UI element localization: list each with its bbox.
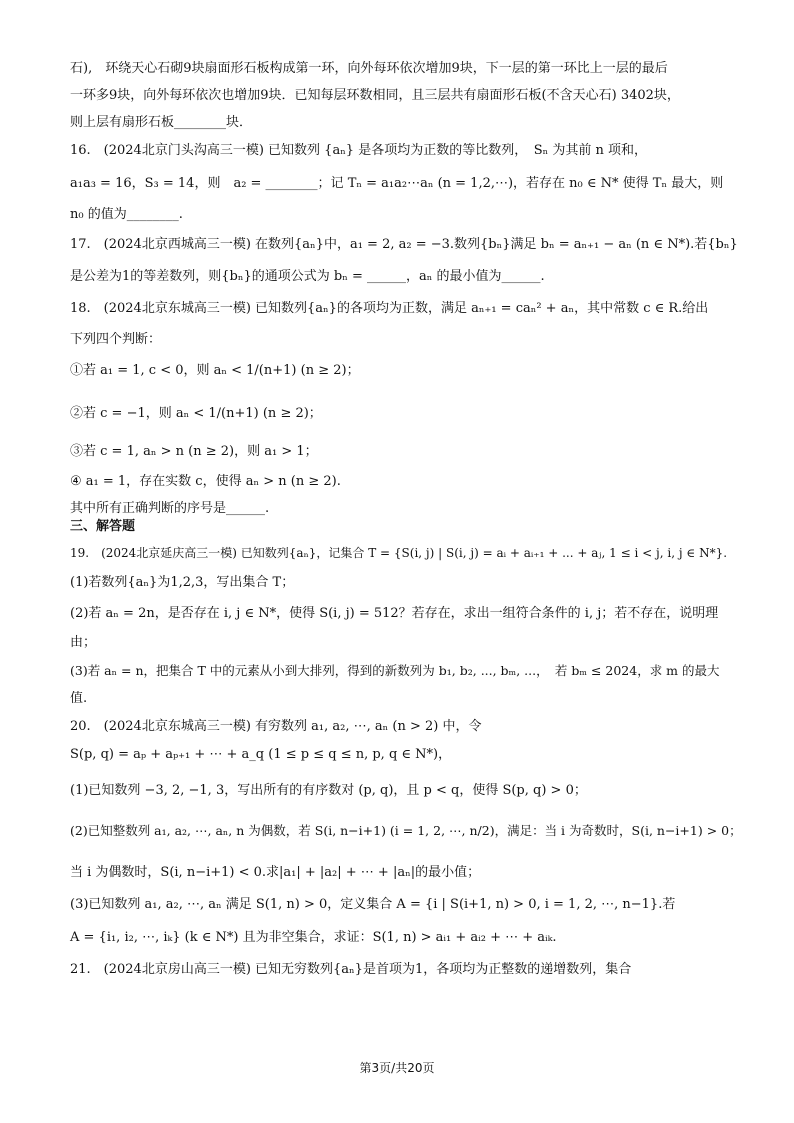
problem-18-option-2: ②若 c = −1，则 aₙ < 1/(n+1) (n ≥ 2)； (70, 406, 322, 421)
problem-20-part-2-line-1: (2)已知整数列 a₁, a₂, ⋯, aₙ, n 为偶数，若 S(i, n−i+1) (i = 1, 2, ⋯, n/2)，满足：当 i 为奇数时，S(i, n−i+1) > 0； (70, 823, 742, 838)
section-heading: 三、解答题 (70, 519, 136, 534)
problem-20-formula: S(p, q) = aₚ + aₚ₊₁ + ⋯ + a_q (1 ≤ p ≤ q ≤ n, p, q ∈ N*)， (70, 747, 452, 762)
problem-18-line-1: 18. (2024北京东城高三一模) 已知数列{aₙ}的各项均为正数，满足 aₙ₊₁ = caₙ² + aₙ，其中常数 c ∈ R.给出 (70, 301, 709, 316)
problem-19-part-3-line-2: 值. (70, 691, 88, 706)
problem-18-line-2: 下列四个判断： (70, 332, 162, 347)
problem-17-line-2: 是公差为1的等差数列，则{bₙ}的通项公式为 bₙ = ______，aₙ 的最小值为______. (70, 269, 545, 284)
problem-15-text-line-2: 一环多9块，向外每环依次也增加9块．已知每层环数相同，且三层共有扇面形石板(不含天心石) 3402块， (70, 88, 680, 103)
problem-19-part-2-line-2: 由； (70, 635, 97, 650)
problem-19-part-3-line-1: (3)若 aₙ = n，把集合 T 中的元素从小到大排列，得到的新数列为 b₁, b₂, ..., bₘ, ...， 若 bₘ ≤ 2024，求 m 的最大 (70, 663, 720, 678)
problem-20-part-3-line-1: (3)已知数列 a₁, a₂, ⋯, aₙ 满足 S(1, n) > 0，定义集合 A = {i | S(i+1, n) > 0, i = 1, 2, ⋯, n−1}.若 (70, 897, 676, 912)
problem-20-part-2-line-2: 当 i 为偶数时，S(i, n−i+1) < 0.求|a₁| + |a₂| + ⋯ + |aₙ|的最小值； (70, 865, 481, 880)
problem-20-part-3-line-2: A = {i₁, i₂, ⋯, iₖ} (k ∈ N*) 且为非空集合，求证：S(1, n) > aᵢ₁ + aᵢ₂ + ⋯ + aᵢₖ. (70, 930, 557, 945)
problem-21-line-1: 21. (2024北京房山高三一模) 已知无穷数列{aₙ}是首项为1，各项均为正整数的递增数列，集合 (70, 962, 632, 977)
problem-16-line-3: n₀ 的值为________. (70, 207, 183, 222)
problem-18-answer-line: 其中所有正确判断的序号是______. (70, 501, 270, 516)
page-footer: 第3页/共20页 (359, 1061, 435, 1075)
problem-15-text-line-1: 石), 环绕天心石砌9块扇面形石板构成第一环，向外每环依次增加9块，下一层的第一环比上一层的最后 (70, 61, 668, 76)
problem-18-option-3: ③若 c = 1, aₙ > n (n ≥ 2)，则 a₁ > 1； (70, 444, 318, 459)
problem-16-line-2: a₁a₃ = 16，S₃ = 14，则 a₂ = ________；记 Tₙ = a₁a₂⋯aₙ (n = 1,2,⋯)，若存在 n₀ ∈ N* 使得 Tₙ 最大，则 (70, 176, 724, 191)
problem-18-option-1: ①若 a₁ = 1, c < 0，则 aₙ < 1/(n+1) (n ≥ 2)； (70, 363, 360, 378)
problem-20-line-1: 20. (2024北京东城高三一模) 有穷数列 a₁, a₂, ⋯, aₙ (n > 2) 中，令 (70, 719, 482, 734)
problem-19-part-1: (1)若数列{aₙ}为1,2,3，写出集合 T； (70, 575, 295, 590)
problem-17-line-1: 17. (2024北京西城高三一模) 在数列{aₙ}中，a₁ = 2, a₂ = −3.数列{bₙ}满足 bₙ = aₙ₊₁ − aₙ (n ∈ N*).若{bₙ} (70, 237, 738, 252)
problem-15-text-line-3: 则上层有扇形石板________块． (70, 115, 253, 130)
problem-20-part-1: (1)已知数列 −3, 2, −1, 3，写出所有的有序数对 (p, q)，且 p < q，使得 S(p, q) > 0； (70, 783, 587, 798)
problem-19-line-1: 19. (2024北京延庆高三一模) 已知数列{aₙ}，记集合 T = {S(i, j) | S(i, j) = aᵢ + aᵢ₊₁ + ... + aⱼ, 1 ≤ i < j, i, j ∈ N*}. (70, 546, 728, 560)
problem-16-line-1: 16. (2024北京门头沟高三一模) 已知数列 {aₙ} 是各项均为正数的等比数列， Sₙ 为其前 n 项和， (70, 143, 648, 158)
problem-19-part-2-line-1: (2)若 aₙ = 2n，是否存在 i, j ∈ N*，使得 S(i, j) = 512？若存在，求出一组符合条件的 i, j；若不存在，说明理 (70, 606, 719, 621)
problem-18-option-4: ④ a₁ = 1，存在实数 c，使得 aₙ > n (n ≥ 2). (70, 474, 341, 489)
